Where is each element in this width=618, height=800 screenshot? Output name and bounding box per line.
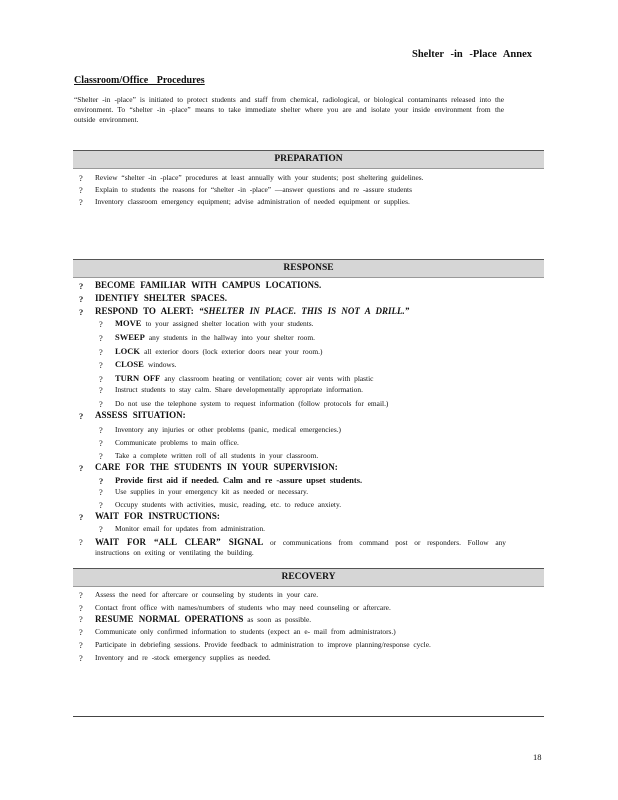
bullet-icon: ?	[99, 385, 103, 396]
care-item: ? Occupy students with activities, music, reading, etc. to reduce anxiety.	[99, 499, 342, 510]
wait-item: ? Monitor email for updates from administration.	[99, 523, 265, 534]
bullet-icon: ?	[79, 511, 84, 522]
bullet-icon: ?	[79, 536, 83, 547]
bullet-icon: ?	[79, 410, 84, 421]
bullet-icon: ?	[79, 306, 84, 317]
bullet-icon: ?	[99, 475, 104, 486]
action-item: ? Do not use the telephone system to request information (follow protocols for email.)	[99, 398, 389, 409]
response-section	[73, 259, 544, 558]
bullet-icon: ?	[99, 523, 103, 534]
bullet-icon: ?	[99, 437, 103, 448]
response-item: ? WAIT FOR INSTRUCTIONS:	[79, 510, 220, 522]
bullet-icon: ?	[79, 614, 83, 625]
page-number: 18	[533, 752, 542, 762]
care-item: ? Provide first aid if needed. Calm and re -assure upset students.	[99, 474, 363, 486]
action-item: ? SWEEP any students in the hallway into your shelter room.	[99, 331, 315, 343]
annex-title: Shelter -in -Place Annex	[411, 49, 532, 60]
preparation-section	[73, 150, 544, 208]
bullet-icon: ?	[99, 450, 103, 461]
bullet-icon: ?	[99, 360, 103, 371]
preparation-item: ? Explain to students the reasons for “shelter -in -place” —answer questions and re -assure students	[79, 185, 412, 196]
bullet-icon: ?	[79, 293, 84, 304]
response-item: ? ASSESS SITUATION:	[79, 409, 186, 421]
bullet-icon: ?	[99, 319, 103, 330]
bullet-icon: ?	[99, 424, 103, 435]
action-item: ? MOVE to your assigned shelter location with your students.	[99, 318, 314, 330]
preparation-item: ? Inventory classroom emergency equipment; advise administration of needed equipment or supplies.	[79, 197, 410, 208]
bullet-icon: ?	[99, 486, 103, 497]
bullet-icon: ?	[79, 626, 83, 637]
bullet-icon: ?	[99, 373, 103, 384]
recovery-item: ? Participate in debriefing sessions. Provide feedback to administration to improve planning/response cycle.	[79, 639, 431, 650]
bullet-icon: ?	[79, 197, 83, 208]
care-item: ? Use supplies in your emergency kit as needed or necessary.	[99, 486, 309, 497]
recovery-item: ? RESUME NORMAL OPERATIONS as soon as possible.	[79, 614, 312, 625]
bullet-icon: ?	[99, 332, 103, 343]
preparation-item: ? Review “shelter -in -place” procedures at least annually with your students; post sheltering guidelines.	[79, 173, 424, 183]
bullet-icon: ?	[99, 499, 103, 510]
response-item: ? IDENTIFY SHELTER SPACES.	[79, 292, 227, 304]
response-item: ? WAIT FOR “ALL CLEAR” SIGNAL or communications from command post or responders. Follow any instructions on exiting or ventilating the building.	[79, 536, 506, 558]
bullet-icon: ?	[99, 346, 103, 357]
intro-paragraph: “Shelter -in -place” is initiated to protect students and staff from chemical, radiological, or biological contaminants released into the environment. To “shelter -in -place” means to take immediate shelter where you are and isolate your inside environment from the outside environment.	[74, 95, 504, 124]
recovery-item: ? Assess the need for aftercare or counseling by students in your care.	[79, 590, 319, 600]
bullet-icon: ?	[79, 653, 83, 664]
response-item: ? RESPOND TO ALERT: “SHELTER IN PLACE. THIS IS NOT A DRILL.”	[79, 305, 410, 317]
recovery-item: ? Communicate only confirmed information to students (expect an e- mail from administrators.)	[79, 626, 396, 637]
action-item: ? LOCK all exterior doors (lock exterior doors near your room.)	[99, 345, 323, 357]
assess-item: ? Take a complete written roll of all students in your classroom.	[99, 450, 319, 461]
recovery-section	[73, 568, 544, 663]
response-heading: RESPONSE	[73, 259, 544, 278]
action-item: ? TURN OFF any classroom heating or ventilation; cover air vents with plastic	[99, 372, 374, 384]
recovery-heading: RECOVERY	[73, 568, 544, 587]
bullet-icon: ?	[79, 639, 83, 650]
recovery-bottom-rule	[73, 716, 544, 717]
bullet-icon: ?	[79, 185, 83, 196]
preparation-heading: PREPARATION	[73, 150, 544, 169]
bullet-icon: ?	[79, 173, 83, 183]
assess-item: ? Communicate problems to main office.	[99, 437, 239, 448]
action-item: ? CLOSE windows.	[99, 359, 177, 371]
section-heading: Classroom/Office Procedures	[74, 75, 205, 86]
action-item: ? Instruct students to stay calm. Share developmentally appropriate information.	[99, 385, 363, 396]
recovery-item: ? Inventory and re -stock emergency supplies as needed.	[79, 653, 271, 664]
response-item: ? BECOME FAMILIAR WITH CAMPUS LOCATIONS.	[79, 280, 322, 291]
bullet-icon: ?	[79, 281, 84, 291]
bullet-icon: ?	[99, 398, 103, 409]
bullet-icon: ?	[79, 603, 83, 614]
bullet-icon: ?	[79, 463, 84, 474]
response-item: ? CARE FOR THE STUDENTS IN YOUR SUPERVISION:	[79, 462, 338, 474]
assess-item: ? Inventory any injuries or other problems (panic, medical emergencies.)	[99, 424, 342, 435]
bullet-icon: ?	[79, 590, 83, 600]
recovery-item: ? Contact front office with names/numbers of students who may need counseling or aftercare.	[79, 603, 391, 614]
alert-quote: “SHELTER IN PLACE. THIS IS NOT A DRILL.”	[198, 305, 410, 316]
